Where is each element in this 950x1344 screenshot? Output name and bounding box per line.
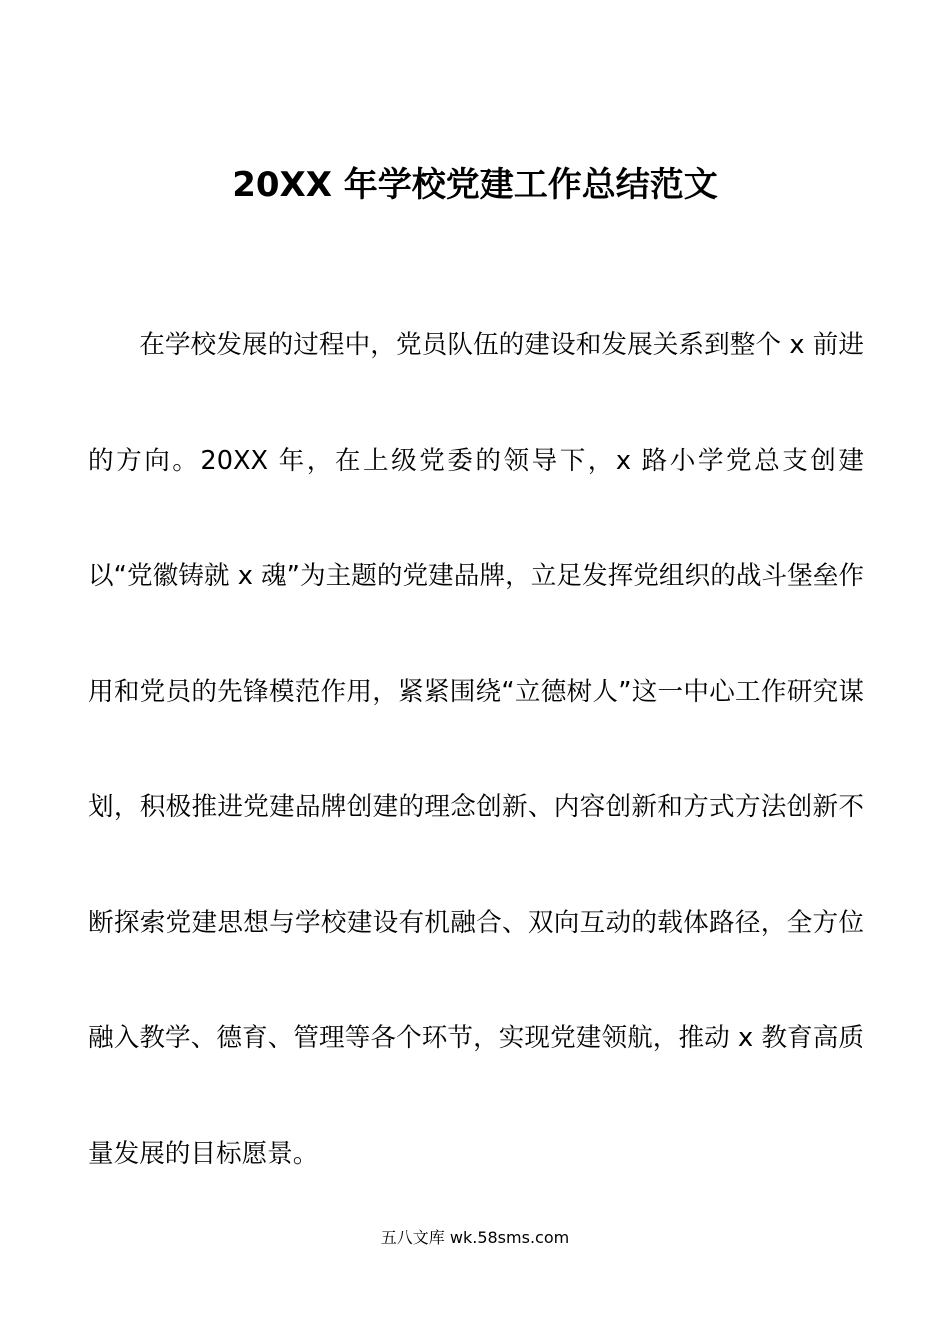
footer-watermark: 五八文库 wk.58sms.com <box>380 1228 570 1247</box>
page-title: 20XX 年学校党建工作总结范文 <box>232 165 718 205</box>
body-paragraph: 在学校发展的过程中，党员队伍的建设和发展关系到整个 x 前进的方向。20XX 年，在上级党委的领导下，x 路小学党总支创建以“党徽铸就 x 魂”为主题的党建品牌，立足发挥党组织的战斗堡垒作用和党员的先锋模范作用，紧紧围绕“立德树人”这一中心工作研究谋划，积极推进党建品牌创建的理念创新、内容创新和方式方法创新不断探索党建思想与学校建设有机融合、双向互动的载体路径，全方位融入教学、德育、管理等各个环节，实现党建领航，推动 x 教育高质量发展的目标愿景。 <box>88 330 864 1169</box>
